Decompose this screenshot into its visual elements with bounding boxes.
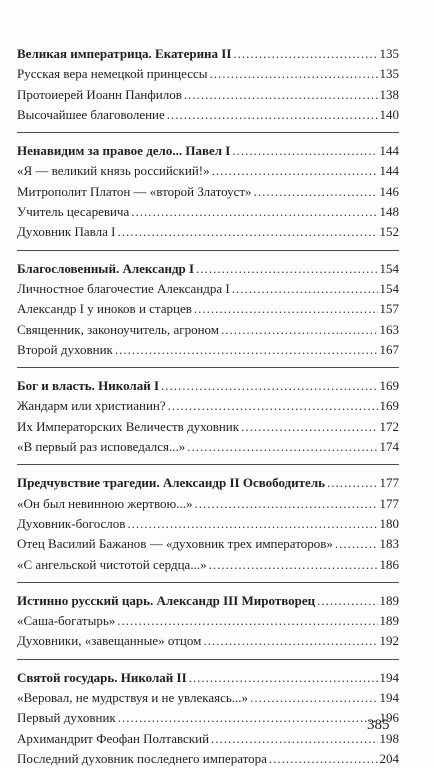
chapter-title: Ненавидим за правое дело... Павел I: [17, 143, 231, 159]
dot-leader: [221, 320, 377, 340]
entry-title: Духовник Павла I: [17, 224, 116, 240]
toc-entry-row: [17, 279, 399, 299]
toc-entry-row: [17, 222, 399, 242]
toc-entry-row: [17, 182, 399, 202]
toc-entry-row: [17, 340, 399, 360]
chapter-title: Бог и власть. Николай I: [17, 378, 160, 394]
toc-entry-row: [17, 417, 399, 437]
chapter-title: Великая императрица. Екатерина II: [17, 46, 232, 61]
dot-leader: [241, 417, 377, 437]
dot-leader: [189, 668, 378, 688]
toc-section: [17, 367, 399, 457]
dot-leader: [209, 64, 377, 84]
dot-leader: [131, 202, 377, 222]
chapter-page: 135: [379, 46, 399, 61]
entry-page: 135: [379, 66, 399, 82]
entry-title: Их Императорских Величеств духовник: [17, 418, 240, 434]
entry-title: Жандарм или христианин?: [17, 398, 166, 414]
chapter-page: 169: [379, 378, 399, 394]
toc-entry-row: [17, 437, 399, 457]
toc-chapter-row: [17, 473, 399, 493]
entry-page: 152: [379, 224, 399, 240]
toc-entry-row: [17, 64, 399, 84]
entry-page: 183: [379, 536, 399, 552]
entry-page: 177: [379, 495, 399, 511]
toc-entry-row: [17, 708, 399, 728]
dot-leader: [127, 514, 377, 534]
dot-leader: [184, 85, 378, 105]
toc-entry-row: [17, 611, 399, 631]
entry-title: Духовник-богослов: [17, 515, 126, 531]
entry-page: 144: [379, 163, 399, 179]
entry-page: 146: [379, 183, 399, 199]
toc-section: [17, 132, 399, 242]
toc-section: [17, 582, 399, 652]
dot-leader: [327, 473, 378, 493]
dot-leader: [117, 222, 377, 242]
chapter-title: Истинно русский царь. Александр III Миротворец: [17, 592, 316, 608]
toc-entry-row: [17, 534, 399, 554]
toc-entry-row: [17, 631, 399, 651]
toc-section: [17, 659, 399, 769]
toc-chapter-row: [17, 668, 399, 688]
dot-leader: [117, 611, 377, 631]
dot-leader: [233, 44, 377, 64]
page-number: 385: [367, 717, 390, 733]
entry-page: 157: [379, 301, 399, 317]
entry-title: Архимандрит Феофан Полтавский: [17, 730, 210, 746]
dot-leader: [115, 340, 378, 360]
entry-title: Личностное благочестие Александра I: [17, 280, 230, 296]
dot-leader: [196, 259, 377, 279]
entry-title: Митрополит Платон — «второй Златоуст»: [17, 183, 252, 199]
chapter-title: Предчувствие трагедии. Александр II Освободитель: [17, 475, 325, 491]
toc-chapter-row: [17, 376, 399, 396]
entry-page: 196: [379, 710, 399, 726]
dot-leader: [203, 631, 377, 651]
entry-page: 174: [379, 439, 399, 455]
toc-entry-row: [17, 105, 399, 125]
entry-title: «Веровал, не мудрствуя и не увлекаясь...»: [17, 690, 249, 706]
dot-leader: [161, 376, 377, 396]
entry-title: Последний духовник последнего императора: [17, 750, 267, 766]
dot-leader: [250, 688, 377, 708]
toc-chapter-row: [17, 141, 399, 161]
chapter-page: 144: [379, 143, 399, 159]
toc-chapter-row: [17, 259, 399, 279]
entry-page: 194: [379, 690, 399, 706]
entry-title: Второй духовник: [17, 341, 113, 357]
toc-chapter-row: [17, 591, 399, 611]
toc-entry-row: [17, 396, 399, 416]
entry-page: 204: [379, 750, 399, 766]
dot-leader: [211, 729, 377, 749]
dot-leader: [194, 299, 378, 319]
entry-title: Протоиерей Иоанн Панфилов: [17, 86, 182, 102]
toc-entry-row: [17, 494, 399, 514]
entry-page: 186: [379, 556, 399, 572]
dot-leader: [212, 161, 378, 181]
toc-section: [17, 464, 399, 574]
entry-title: Русская вера немецкой принцессы: [17, 66, 208, 82]
toc-entry-row: [17, 514, 399, 534]
toc-entry-row: [17, 688, 399, 708]
entry-page: 172: [379, 418, 399, 434]
chapter-page: 194: [379, 669, 399, 685]
entry-page: 163: [379, 321, 399, 337]
dot-leader: [335, 534, 378, 554]
entry-title: Первый духовник: [17, 710, 116, 726]
entry-page: 169: [379, 398, 399, 414]
toc-entry-row: [17, 749, 399, 769]
toc-entry-row: [17, 729, 399, 749]
toc-entry-row: [17, 85, 399, 105]
entry-page: 167: [379, 341, 399, 357]
entry-title: «Саша-богатырь»: [17, 613, 116, 629]
dot-leader: [118, 708, 378, 728]
entry-page: 189: [379, 613, 399, 629]
toc-entry-row: [17, 320, 399, 340]
table-of-contents: [17, 44, 399, 769]
entry-page: 140: [379, 106, 399, 122]
chapter-title: Благословенный. Александр I: [17, 260, 195, 276]
dot-leader: [187, 437, 377, 457]
chapter-page: 154: [379, 260, 399, 276]
entry-page: 148: [379, 204, 399, 220]
entry-title: «С ангельской чистотой сердца...»: [17, 556, 207, 572]
dot-leader: [317, 591, 377, 611]
dot-leader: [232, 141, 377, 161]
dot-leader: [168, 396, 378, 416]
dot-leader: [167, 105, 378, 125]
entry-title: Отец Василий Бажанов — «духовник трех императоров»: [17, 536, 333, 552]
entry-title: Высочайшее благоволение: [17, 106, 165, 122]
entry-page: 192: [379, 633, 399, 649]
dot-leader: [194, 494, 377, 514]
entry-title: Учитель цесаревича: [17, 204, 130, 220]
dot-leader: [254, 182, 378, 202]
toc-entry-row: [17, 161, 399, 181]
chapter-title: Святой государь. Николай II: [17, 669, 187, 685]
toc-section: [17, 44, 399, 125]
dot-leader: [209, 555, 378, 575]
dot-leader: [269, 749, 378, 769]
entry-title: Священник, законоучитель, агроном: [17, 321, 220, 337]
entry-title: Духовники, «завещанные» отцом: [17, 633, 202, 649]
dot-leader: [232, 279, 378, 299]
chapter-page: 189: [379, 592, 399, 608]
toc-entry-row: [17, 299, 399, 319]
entry-page: 154: [379, 280, 399, 296]
entry-title: «Я — великий князь российский!»: [17, 163, 210, 179]
toc-section: [17, 250, 399, 360]
toc-entry-row: [17, 202, 399, 222]
entry-page: 138: [379, 86, 399, 102]
chapter-page: 177: [379, 475, 399, 491]
entry-page: 180: [379, 515, 399, 531]
entry-title: Александр I у иноков и старцев: [17, 301, 192, 317]
toc-chapter-row: [17, 44, 399, 64]
entry-title: «В первый раз исповедался...»: [17, 439, 186, 455]
entry-page: 198: [379, 730, 399, 746]
toc-entry-row: [17, 555, 399, 575]
entry-title: «Он был невинною жертвою...»: [17, 495, 193, 511]
